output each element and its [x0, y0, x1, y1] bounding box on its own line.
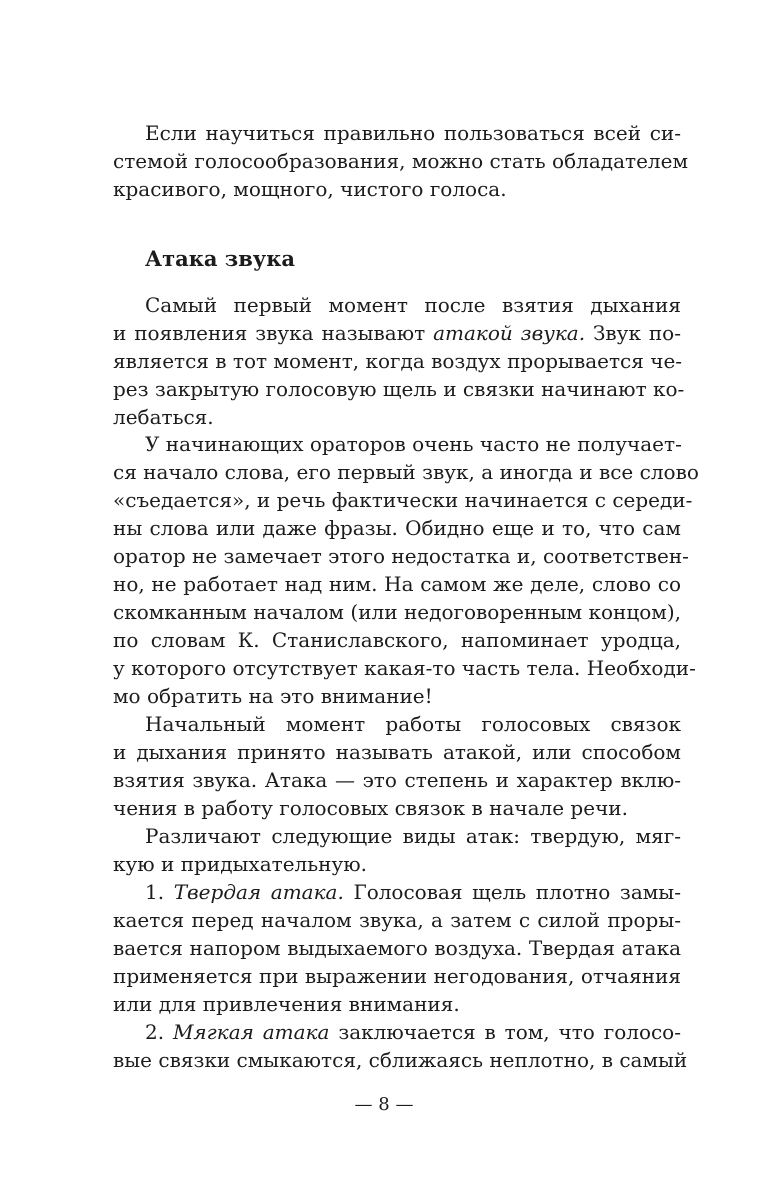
body-line [113, 962, 681, 990]
intro-line: стемой голосообразования, можно стать обладателем [113, 149, 688, 173]
body-line [113, 347, 681, 375]
body-line [113, 542, 689, 570]
text-run: и дыхания принято называть атакой, или способом [113, 740, 681, 764]
text-run: заключается в том, что голосо- [329, 1020, 681, 1044]
body-line [113, 934, 681, 962]
body-line [113, 682, 681, 710]
body-line [113, 570, 681, 598]
intro-line: красивого, мощного, чистого голоса. [113, 177, 507, 201]
text-run: и появления звука называют [113, 321, 434, 345]
text-run: Различают следующие виды атак: твердую, мяг- [145, 824, 681, 848]
text-run: по словам К. Станиславского, напоминает уродца, [113, 628, 681, 652]
text-run: скомканным началом (или недоговоренным концом), [113, 600, 681, 624]
intro-line: Если научиться правильно пользоваться всей си- [145, 121, 681, 145]
text-run: Звук по- [585, 321, 681, 345]
text-run: «съедается», и речь фактически начинается с середи- [113, 488, 693, 512]
body-line [113, 1046, 688, 1074]
text-run: является в тот момент, когда воздух прорывается че- [113, 349, 683, 373]
text-run: ся начало слова, его первый звук, а иногда и все слово [113, 460, 699, 484]
section-heading: Атака звука [145, 246, 296, 271]
text-run: 1. [145, 880, 174, 904]
text-run: оратор не замечает этого недостатка и, соответствен- [113, 544, 689, 568]
body-line [113, 766, 681, 794]
text-run: Голосовая щель плотно замы- [343, 880, 681, 904]
body-line [145, 822, 681, 850]
text-run: применяется при выражении негодования, отчаяния [113, 964, 681, 988]
body-line [113, 458, 699, 486]
text-run: 2. [145, 1020, 173, 1044]
body-line [113, 598, 681, 626]
body-line [145, 430, 681, 458]
body-line [113, 906, 681, 934]
text-run: рез закрытую голосовую щель и связки начинают ко- [113, 377, 685, 401]
body-line [113, 850, 681, 878]
body-line [113, 654, 696, 682]
body-line [113, 514, 681, 542]
body-line [113, 990, 681, 1018]
text-run: кается перед началом звука, а затем с силой проры- [113, 908, 681, 932]
text-run: вые связки смыкаются, сближаясь неплотно, в самый [113, 1048, 688, 1072]
body-line [145, 878, 681, 906]
body-line [113, 794, 681, 822]
body-line [113, 486, 693, 514]
text-run: вается напором выдыхаемого воздуха. Твердая атака [113, 936, 681, 960]
body-line [113, 738, 681, 766]
page-number: — 8 — [354, 1094, 414, 1115]
text-run: у которого отсутствует какая-то часть тела. Необходи- [113, 656, 696, 680]
text-run: У начинающих ораторов очень часто не получает- [145, 432, 682, 456]
body-line [145, 710, 681, 738]
text-run: кую и придыхательную. [113, 852, 367, 876]
text-run: но, не работает над ним. На самом же деле, слово со [113, 572, 681, 596]
emphasized-term: атакой звука. [433, 321, 586, 345]
text-run: мо обратить на это внимание! [113, 684, 433, 708]
text-run: ны слова или даже фразы. Обидно еще и то, что сам [113, 516, 681, 540]
body-line [145, 1018, 681, 1046]
body-line [113, 403, 681, 431]
body-line [113, 319, 681, 347]
text-run: чения в работу голосовых связок в начале речи. [113, 796, 628, 820]
text-run: лебаться. [113, 405, 214, 429]
emphasized-term: Твердая атака. [173, 880, 344, 904]
text-run: Начальный момент работы голосовых связок [145, 712, 681, 736]
text-run: Самый первый момент после взятия дыхания [145, 293, 681, 317]
body-line [113, 626, 681, 654]
text-run: или для привлечения внимания. [113, 992, 460, 1016]
emphasized-term: Мягкая атака [172, 1020, 330, 1044]
body-line [113, 375, 685, 403]
text-run: взятия звука. Атака — это степень и характер вклю- [113, 768, 681, 792]
body-line [145, 291, 681, 319]
